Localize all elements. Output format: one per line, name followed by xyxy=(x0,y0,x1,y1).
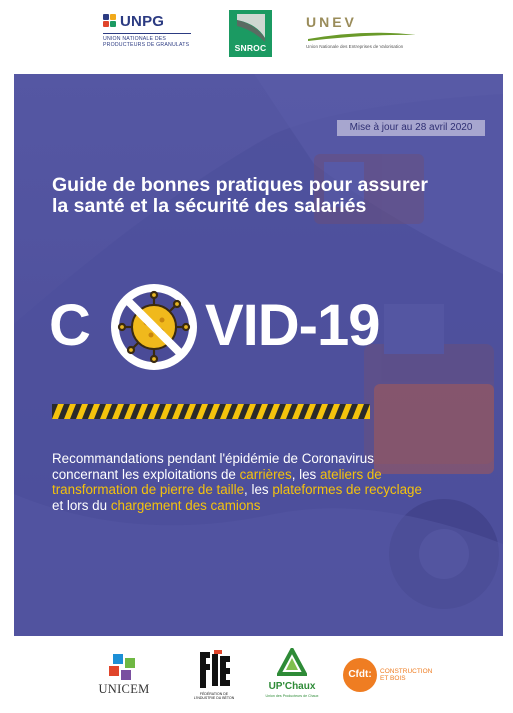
update-date-badge: Mise à jour au 28 avril 2020 xyxy=(337,120,485,136)
unicem-logo xyxy=(93,654,155,698)
guide-description xyxy=(52,451,432,513)
snroc-logo xyxy=(229,10,272,57)
covid-suffix: VID-19 xyxy=(205,293,380,358)
desc-text-1: Recommandations pendant l'épidémie de Coronavirus concernant les exploitations de xyxy=(52,451,374,482)
cfdt-circle-label: Cfdt: xyxy=(343,658,377,692)
unicem-mark-icon xyxy=(107,654,141,681)
fib-label: FÉDÉRATION DE L'INDUSTRIE DU BÉTON xyxy=(193,692,235,700)
guide-title: Guide de bonnes pratiques pour assurer la santé et la sécurité des salariés xyxy=(52,174,428,217)
cfdt-label: CONSTRUCTION ET BOIS xyxy=(380,668,433,682)
desc-highlight-plateformes: plateformes de recyclage xyxy=(272,482,422,497)
upchaux-subtitle: Union des Producteurs de Chaux xyxy=(265,694,319,698)
desc-highlight-carrieres: carrières xyxy=(239,466,292,482)
desc-text-3: , les xyxy=(244,482,273,497)
unev-logo xyxy=(306,14,421,60)
desc-text-2: , les xyxy=(291,466,320,482)
hazard-stripe-bar xyxy=(52,404,370,419)
unpg-subtitle: UNION NATIONALE DES PRODUCTEURS DE GRANULATS xyxy=(103,36,190,48)
upchaux-label: UP'Chaux xyxy=(268,681,316,692)
unev-title: UNEV xyxy=(306,14,357,30)
covid-heading xyxy=(49,280,449,376)
unicem-label: UNICEM xyxy=(98,682,150,696)
unev-swoosh-icon xyxy=(306,31,418,41)
bottom-logo-row xyxy=(0,636,513,713)
upchaux-mark-icon xyxy=(277,648,307,678)
fib-mark-icon xyxy=(196,650,232,690)
snroc-label: SNROC xyxy=(234,43,267,53)
top-logo-row xyxy=(0,0,513,74)
cover-panel xyxy=(14,74,503,636)
unev-subtitle: Union Nationale des Entreprises de Valorisation xyxy=(306,44,404,49)
no-virus-icon xyxy=(107,280,201,374)
covid-prefix: C xyxy=(49,293,91,358)
unpg-title: UNPG xyxy=(120,13,165,30)
desc-highlight-chargement: chargement des camions xyxy=(110,497,261,513)
desc-text-4: et lors du xyxy=(52,497,111,513)
desc-highlight-ateliers: ateliers de transformation de pierre de taille xyxy=(52,466,382,497)
unpg-mark-icon xyxy=(103,14,117,28)
cfdt-logo xyxy=(343,658,433,690)
upchaux-logo xyxy=(261,648,323,704)
unpg-logo xyxy=(103,14,193,58)
unpg-divider xyxy=(103,33,191,34)
fib-logo xyxy=(190,650,238,704)
